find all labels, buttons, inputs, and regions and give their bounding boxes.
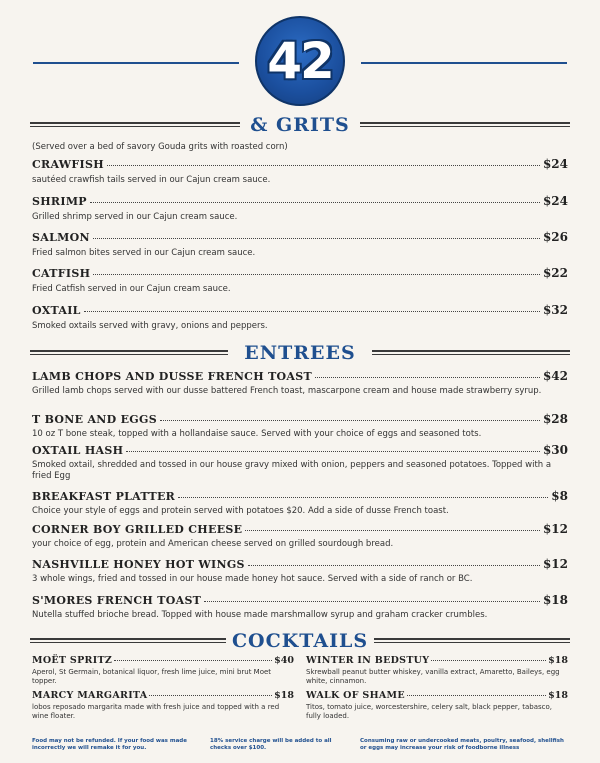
logo-divider-right (361, 62, 567, 64)
menu-item (32, 557, 568, 585)
footer-refund-note: Food may not be refunded. If your food was made incorrectly we will remake it for you. (32, 738, 187, 751)
item-name: T BONE AND EGGS (32, 413, 157, 426)
cocktail-item (32, 690, 294, 721)
item-name: MOËT SPRITZ (32, 655, 113, 666)
item-description: Grilled lamb chops served with our dusse battered French toast, mascarpone cream and house made strawberry syrup. (32, 386, 542, 396)
item-description: 10 oz T bone steak, topped with a hollandaise sauce. Served with your choice of eggs and seasoned tots. (32, 429, 482, 439)
menu-item (32, 443, 568, 482)
item-description: Titos, tomato juice, worcestershire, celery salt, black pepper, tabasco, fully loaded. (306, 703, 552, 720)
item-description: 3 whole wings, fried and tossed in our house made honey hot sauce. Served with a side of ranch or BC. (32, 574, 473, 584)
menu-item (32, 593, 568, 621)
item-name: SALMON (32, 231, 90, 244)
item-price: $22 (542, 266, 568, 280)
grits-note: (Served over a bed of savory Gouda grits with roasted corn) (32, 142, 288, 152)
section-title: & GRITS (250, 114, 350, 136)
restaurant-logo (255, 16, 345, 106)
item-name: WINTER IN BEDSTUY (306, 655, 430, 666)
section-header-entrees (30, 341, 570, 365)
item-name: CATFISH (32, 267, 91, 280)
item-price: $32 (542, 303, 568, 317)
item-name: WALK OF SHAME (306, 690, 405, 701)
item-price: $18 (542, 593, 568, 607)
section-header-grits (30, 113, 570, 137)
item-price: $40 (274, 655, 294, 666)
menu-item (32, 369, 568, 397)
item-name: OXTAIL (32, 304, 81, 317)
item-name: SHRIMP (32, 195, 87, 208)
item-price: $18 (548, 690, 568, 701)
menu-item (32, 303, 568, 332)
item-description: Smoked oxtails served with gravy, onions and peppers. (32, 321, 268, 331)
item-description: Fried Catfish served in our Cajun cream sauce. (32, 284, 231, 294)
item-name: CRAWFISH (32, 158, 104, 171)
item-name: CORNER BOY GRILLED CHEESE (32, 523, 243, 536)
item-description: Grilled shrimp served in our Cajun cream sauce. (32, 212, 238, 222)
item-description: Aperol, St Germain, botanical liquor, fresh lime juice, mini brut Moet topper. (32, 668, 272, 685)
section-title: COCKTAILS (231, 630, 369, 652)
item-price: $12 (542, 557, 568, 571)
item-price: $42 (542, 369, 568, 383)
footer-service-charge: 18% service charge will be added to all checks over $100. (210, 738, 332, 751)
footer-health-warning: Consuming raw or undercooked meats, poultry, seafood, shellfish or eggs may increase your risk of foodborne illness (360, 738, 564, 751)
item-description: Choice your style of eggs and protein served with potatoes $20. Add a side of dusse French toast. (32, 506, 449, 516)
item-price: $24 (542, 194, 568, 208)
cocktail-item (306, 655, 568, 686)
menu-item (32, 412, 568, 440)
menu-item (32, 230, 568, 259)
logo-text: 42 (267, 32, 333, 90)
item-description: Skrewball peanut butter whiskey, vanilla extract, Amaretto, Baileys, egg white, cinnamon. (306, 668, 560, 685)
item-description: Nutella stuffed brioche bread. Topped with house made marshmallow syrup and graham cracker crumbles. (32, 610, 488, 620)
item-name: NASHVILLE HONEY HOT WINGS (32, 558, 245, 571)
item-price: $12 (542, 522, 568, 536)
item-description: your choice of egg, protein and American cheese served on grilled sourdough bread. (32, 539, 394, 549)
item-price: $24 (542, 157, 568, 171)
item-name: MARCY MARGARITA (32, 690, 148, 701)
menu-item (32, 157, 568, 186)
section-header-cocktails (30, 629, 570, 653)
menu-item (32, 522, 568, 550)
item-description: lobos reposado margarita made with fresh juice and topped with a red wine floater. (32, 703, 280, 720)
section-title: ENTREES (244, 342, 356, 364)
item-name: BREAKFAST PLATTER (32, 490, 176, 503)
menu-item (32, 194, 568, 223)
item-name: OXTAIL HASH (32, 444, 124, 457)
item-price: $28 (542, 412, 568, 426)
item-name: LAMB CHOPS AND DUSSE FRENCH TOAST (32, 370, 312, 383)
cocktail-item (306, 690, 568, 721)
item-price: $26 (542, 230, 568, 244)
item-name: S'MORES FRENCH TOAST (32, 594, 202, 607)
menu-item (32, 489, 568, 517)
cocktail-item (32, 655, 294, 686)
item-price: $30 (542, 443, 568, 457)
item-description: Smoked oxtail, shredded and tossed in our house gravy mixed with onion, peppers and seasoned potatoes. Topped with a fried Egg (32, 460, 552, 481)
item-description: sautéed crawfish tails served in our Cajun cream sauce. (32, 175, 271, 185)
item-description: Fried salmon bites served in our Cajun cream sauce. (32, 248, 256, 258)
item-price: $18 (274, 690, 294, 701)
item-price: $18 (548, 655, 568, 666)
logo-divider-left (33, 62, 239, 64)
item-price: $8 (551, 489, 568, 503)
menu-item (32, 266, 568, 295)
